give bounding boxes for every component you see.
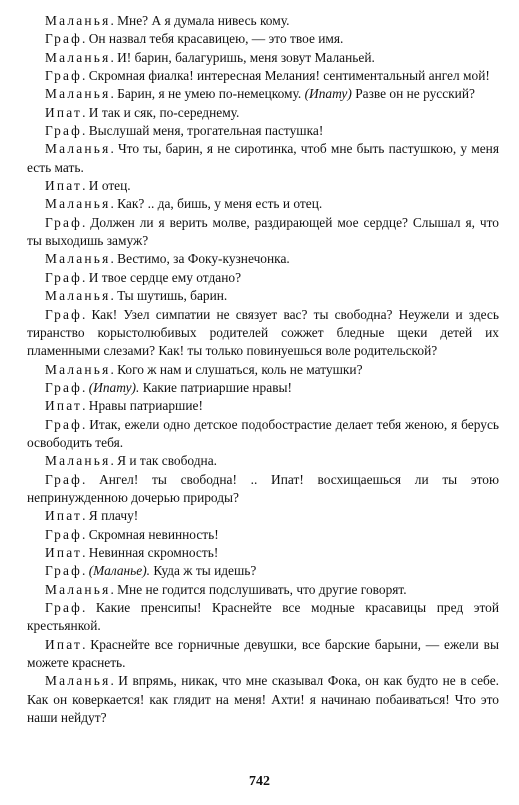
dialogue-line: Маланья. И! барин, балагуришь, меня зовут Маланьей. [45, 49, 375, 65]
line-text: Я и так свободна. [117, 453, 218, 469]
dialogue-line: Ипат. Невинная скромность! [45, 544, 219, 560]
dialogue-line: Граф. И твое сердце ему отдано? [45, 269, 242, 285]
dialogue-line: Маланья. Вестимо, за Фоку-кузнечонка. [45, 251, 290, 267]
dialogue-line: Маланья. Барин, я не умею по-немецкому. (Ипату) Разве он не русский? [45, 86, 475, 102]
dialogue-line: Маланья. Как? .. да, бишь, у меня есть и отец. [45, 196, 323, 212]
line-text: Барин, я не умею по-немецкому. [117, 86, 302, 102]
speaker-name: Маланья [45, 141, 111, 157]
line-text: Как? .. да, бишь, у меня есть и отец. [117, 196, 323, 212]
speaker-name: Граф [45, 306, 83, 322]
dialogue-line: Ипат. И так и сяк, по-середнему. [45, 104, 240, 120]
line-text: И впрямь, никак, что мне сказывал Фока, он как будто не в себе. Как он коверкается! как глядит на меня! Ахти! я начинаю побаиваться! Что это наши нейдут? [27, 673, 499, 726]
dialogue-line: Граф. Выслушай меня, трогательная пастушка! [45, 123, 324, 139]
dialogue-line: Граф. (Ипату). Какие патриаршие нравы! [45, 379, 292, 395]
speaker-name: Граф [45, 31, 83, 47]
line-text: И так и сяк, по-середнему. [88, 104, 240, 120]
line-text: Вестимо, за Фоку-кузнечонка. [117, 251, 290, 267]
dialogue-line: Маланья. Я и так свободна. [45, 453, 218, 469]
speaker-name: Ипат [45, 508, 83, 524]
speaker-name: Маланья [45, 361, 111, 377]
speaker-name: Маланья [45, 196, 111, 212]
line-text: Куда ж ты идешь? [153, 563, 257, 579]
line-text: Скромная невинность! [88, 526, 219, 542]
line-text: Кого ж нам и слушаться, коль не матушки? [117, 361, 363, 377]
line-text: Невинная скромность! [88, 544, 219, 560]
line-text: Мне не годится подслушивать, что другие говорят. [117, 581, 407, 597]
line-text: Ты шутишь, барин. [117, 288, 228, 304]
dialogue-line: Граф. Скромная невинность! [45, 526, 219, 542]
speaker-name: Граф [45, 416, 83, 432]
dialogue-line: Маланья. Что ты, барин, я не сиротинка, чтоб мне быть пастушкою, у меня есть мать. [27, 141, 499, 175]
dialogue-line: Маланья. Ты шутишь, барин. [45, 288, 228, 304]
line-text: И твое сердце ему отдано? [88, 269, 242, 285]
speaker-name: Граф [45, 269, 83, 285]
speaker-name: Граф [45, 600, 83, 615]
line-text: И отец. [88, 178, 131, 194]
line-text: Итак, ежели одно детское подобострастие делает тебя женою, я берусь освободить тебя. [27, 416, 499, 450]
stage-direction: (Ипату) [304, 86, 352, 102]
line-text: Краснейте все горничные девушки, все барские барыни, — ежели вы можете краснеть. [27, 636, 499, 671]
line-text: И! барин, балагуришь, меня зовут Маланьей. [117, 49, 375, 65]
line-text: Выслушай меня, трогательная пастушка! [88, 123, 324, 139]
line-text: Скромная фиалка! интересная Мелания! сентиментальный ангел мой! [88, 68, 490, 84]
speaker-name: Маланья [45, 581, 111, 597]
speaker-name: Ипат [45, 636, 83, 652]
dialogue-line: Ипат. Краснейте все горничные девушки, все барские барыни, — ежели вы можете краснеть. [27, 636, 499, 671]
speaker-name: Граф [45, 379, 83, 395]
speaker-name: Граф [45, 471, 83, 487]
line-text: Должен ли я верить молве, раздирающей мое сердце? Слышал я, что ты выходишь замуж? [27, 214, 500, 249]
stage-direction: (Маланье). [88, 563, 151, 579]
speaker-name: Ипат [45, 398, 83, 414]
dialogue-line: Граф. Ангел! ты свободна! .. Ипат! восхищаешься ли ты этою непринужденною дочерью природы? [27, 471, 500, 505]
speaker-name: Ипат [45, 178, 83, 194]
stage-direction: (Ипату). [88, 379, 140, 395]
dialogue-line: Граф. (Маланье). Куда ж ты идешь? [45, 563, 257, 579]
speaker-name: Граф [45, 526, 83, 542]
dialogue-line: Граф. Какие пренсипы! Краснейте все модные красавицы пред этой крестьянкой. [27, 600, 499, 634]
speaker-name: Граф [45, 563, 83, 579]
speaker-name: Маланья [45, 49, 111, 65]
dialogue-line: Ипат. И отец. [45, 178, 131, 194]
page-number: 742 [249, 774, 270, 789]
dialogue-line: Маланья. И впрямь, никак, что мне сказывал Фока, он как будто не в себе. Как он коверкается! как глядит на меня! Ахти! я начинаю побаиваться! Что это наши нейдут? [27, 673, 499, 726]
line-text: Какие патриаршие нравы! [142, 379, 292, 395]
speaker-name: Маланья [45, 453, 111, 469]
dialogue-line: Граф. Итак, ежели одно детское подобострастие делает тебя женою, я берусь освободить тебя. [27, 416, 499, 450]
dialogue-line: Маланья. Мне не годится подслушивать, что другие говорят. [45, 581, 407, 597]
line-text: Я плачу! [88, 508, 139, 524]
play-text [27, 12, 499, 727]
line-text: Ангел! ты свободна! .. Ипат! восхищаешься ли ты этою непринужденною дочерью природы? [27, 471, 500, 505]
line-text: Какие пренсипы! Краснейте все модные красавицы пред этой крестьянкой. [27, 600, 499, 634]
line-text: Мне? А я думала нивесь кому. [117, 13, 290, 28]
dialogue-line: Граф. Должен ли я верить молве, раздирающей мое сердце? Слышал я, что ты выходишь замуж? [27, 214, 500, 249]
speaker-name: Маланья [45, 86, 111, 102]
dialogue-line: Маланья. Кого ж нам и слушаться, коль не матушки? [45, 361, 363, 377]
speaker-name: Маланья [45, 13, 111, 28]
speaker-name: Граф [45, 123, 83, 139]
speaker-name: Ипат [45, 104, 83, 120]
dialogue-line: Граф. Скромная фиалка! интересная Мелания! сентиментальный ангел мой! [45, 68, 490, 84]
dialogue-line: Ипат. Я плачу! [45, 508, 139, 524]
line-text: Что ты, барин, я не сиротинка, чтоб мне быть пастушкою, у меня есть мать. [27, 141, 499, 175]
line-text: Разве он не русский? [355, 86, 475, 102]
speaker-name: Маланья [45, 673, 111, 689]
speaker-name: Маланья [45, 251, 111, 267]
speaker-name: Ипат [45, 544, 83, 560]
dialogue-line: Граф. Он назвал тебя красавицею, — это твое имя. [45, 31, 344, 47]
speaker-name: Маланья [45, 288, 111, 304]
speaker-name: Граф [45, 68, 83, 84]
dialogue-line: Граф. Как! Узел симпатии не связует вас? ты свободна? Неужели и здесь тиранство корыстолюбивых родителей сожжет бледные щеки детей их пламенными слезами? Как! ты только повинуешься воле родительской? [27, 306, 499, 359]
speaker-name: Граф [45, 214, 83, 230]
dialogue-line: Маланья. Мне? А я думала нивесь кому. [45, 13, 290, 28]
dialogue-line: Ипат. Нравы патриаршие! [45, 398, 203, 414]
line-text: Как! Узел симпатии не связует вас? ты свободна? Неужели и здесь тиранство корыстолюбивых родителей сожжет бледные щеки детей их пламенными слезами? Как! ты только повинуешься воле родительской? [27, 306, 499, 359]
line-text: Нравы патриаршие! [88, 398, 203, 414]
line-text: Он назвал тебя красавицею, — это твое имя. [88, 31, 344, 47]
